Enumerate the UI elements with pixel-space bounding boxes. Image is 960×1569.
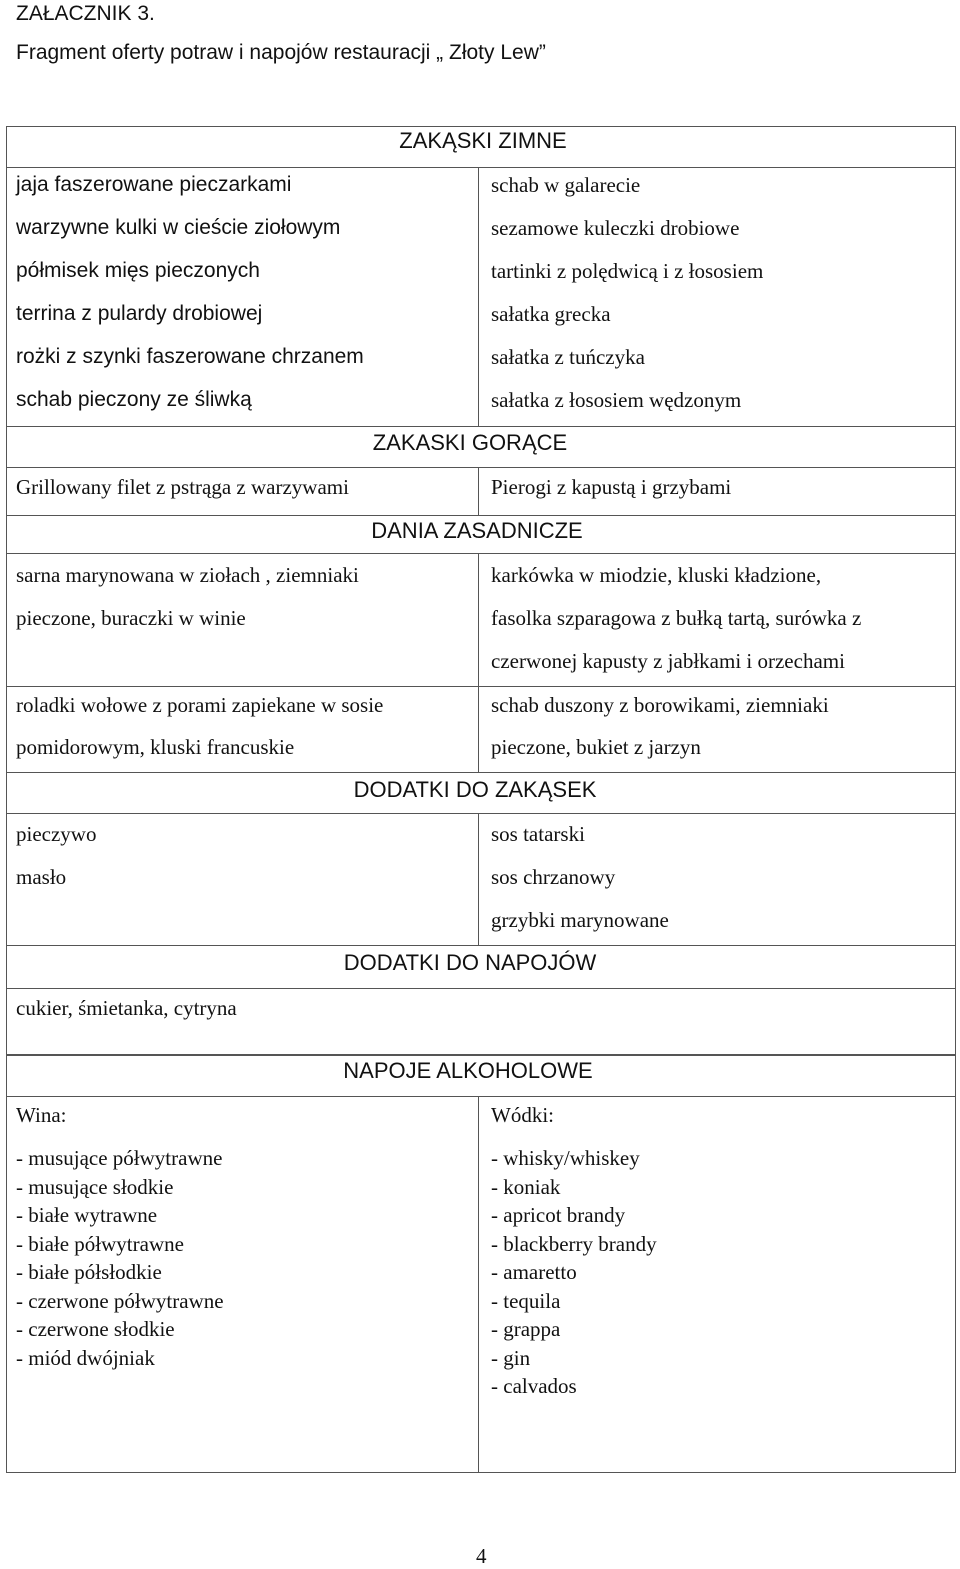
list-item: - musujące półwytrawne bbox=[16, 1146, 223, 1170]
section-title-cold-starters: ZAKĄSKI ZIMNE bbox=[399, 128, 567, 153]
list-item: - tequila bbox=[491, 1289, 561, 1313]
page-number: 4 bbox=[476, 1544, 487, 1568]
list-item: - grappa bbox=[491, 1317, 561, 1341]
list-item: tartinki z polędwicą i z łososiem bbox=[491, 259, 764, 283]
list-item: - apricot brandy bbox=[491, 1203, 626, 1227]
list-item: - czerwone słodkie bbox=[16, 1317, 175, 1341]
list-item: rożki z szynki faszerowane chrzanem bbox=[16, 345, 364, 368]
list-item: warzywne kulki w cieście ziołowym bbox=[16, 216, 341, 239]
list-item: - whisky/whiskey bbox=[491, 1146, 640, 1170]
list-item: - czerwone półwytrawne bbox=[16, 1289, 224, 1313]
list-item: sezamowe kuleczki drobiowe bbox=[491, 216, 740, 240]
list-item: - calvados bbox=[491, 1374, 577, 1398]
list-item: pieczone, buraczki w winie bbox=[16, 606, 246, 630]
list-item: - koniak bbox=[491, 1175, 561, 1199]
list-item: sałatka z tuńczyka bbox=[491, 345, 645, 369]
list-item: sałatka grecka bbox=[491, 302, 611, 326]
list-item: półmisek mięs pieczonych bbox=[16, 259, 260, 282]
list-item: - amaretto bbox=[491, 1260, 577, 1284]
list-item: pomidorowym, kluski francuskie bbox=[16, 735, 295, 759]
list-item: - białe półsłodkie bbox=[16, 1260, 162, 1284]
vodkas-label: Wódki: bbox=[491, 1103, 554, 1127]
list-item: Pierogi z kapustą i grzybami bbox=[491, 475, 732, 499]
list-item: sos tatarski bbox=[491, 822, 585, 846]
list-item: Grillowany filet z pstrąga z warzywami bbox=[16, 475, 349, 499]
list-item: schab pieczony ze śliwką bbox=[16, 388, 252, 411]
list-item: - blackberry brandy bbox=[491, 1232, 657, 1256]
list-item: - musujące słodkie bbox=[16, 1175, 174, 1199]
list-item: roladki wołowe z porami zapiekane w sosie bbox=[16, 693, 384, 717]
section-title-alcoholic-drinks: NAPOJE ALKOHOLOWE bbox=[343, 1058, 593, 1083]
page-title: Fragment oferty potraw i napojów restauracji „ Złoty Lew” bbox=[16, 41, 546, 64]
list-item: - miód dwójniak bbox=[16, 1346, 155, 1370]
list-item: pieczone, bukiet z jarzyn bbox=[491, 735, 701, 759]
list-item: karkówka w miodzie, kluski kładzione, bbox=[491, 563, 822, 587]
list-item: grzybki marynowane bbox=[491, 908, 669, 932]
list-item: schab duszony z borowikami, ziemniaki bbox=[491, 693, 829, 717]
list-item: schab w galarecie bbox=[491, 173, 641, 197]
section-title-hot-starters: ZAKASKI GORĄCE bbox=[372, 430, 568, 455]
section-title-starter-sides: DODATKI DO ZAKĄSEK bbox=[353, 777, 597, 802]
section-title-drink-sides: DODATKI DO NAPOJÓW bbox=[343, 950, 597, 975]
list-item: - białe wytrawne bbox=[16, 1203, 158, 1227]
list-item: terrina z pulardy drobiowej bbox=[16, 302, 263, 325]
list-item: masło bbox=[16, 865, 67, 889]
annex-label: ZAŁACZNIK 3. bbox=[16, 2, 155, 25]
list-item: sałatka z łososiem wędzonym bbox=[491, 388, 742, 412]
list-item: czerwonej kapusty z jabłkami i orzechami bbox=[491, 649, 845, 673]
list-item: fasolka szparagowa z bułką tartą, surówka z bbox=[491, 606, 862, 630]
list-item: - gin bbox=[491, 1346, 531, 1370]
list-item: sos chrzanowy bbox=[491, 865, 616, 889]
list-item: - białe półwytrawne bbox=[16, 1232, 184, 1256]
list-item: cukier, śmietanka, cytryna bbox=[16, 996, 237, 1020]
section-title-main-dishes: DANIA ZASADNICZE bbox=[371, 518, 583, 543]
list-item: pieczywo bbox=[16, 822, 97, 846]
wines-label: Wina: bbox=[16, 1103, 67, 1127]
list-item: sarna marynowana w ziołach , ziemniaki bbox=[16, 563, 359, 587]
list-item: jaja faszerowane pieczarkami bbox=[16, 173, 292, 196]
